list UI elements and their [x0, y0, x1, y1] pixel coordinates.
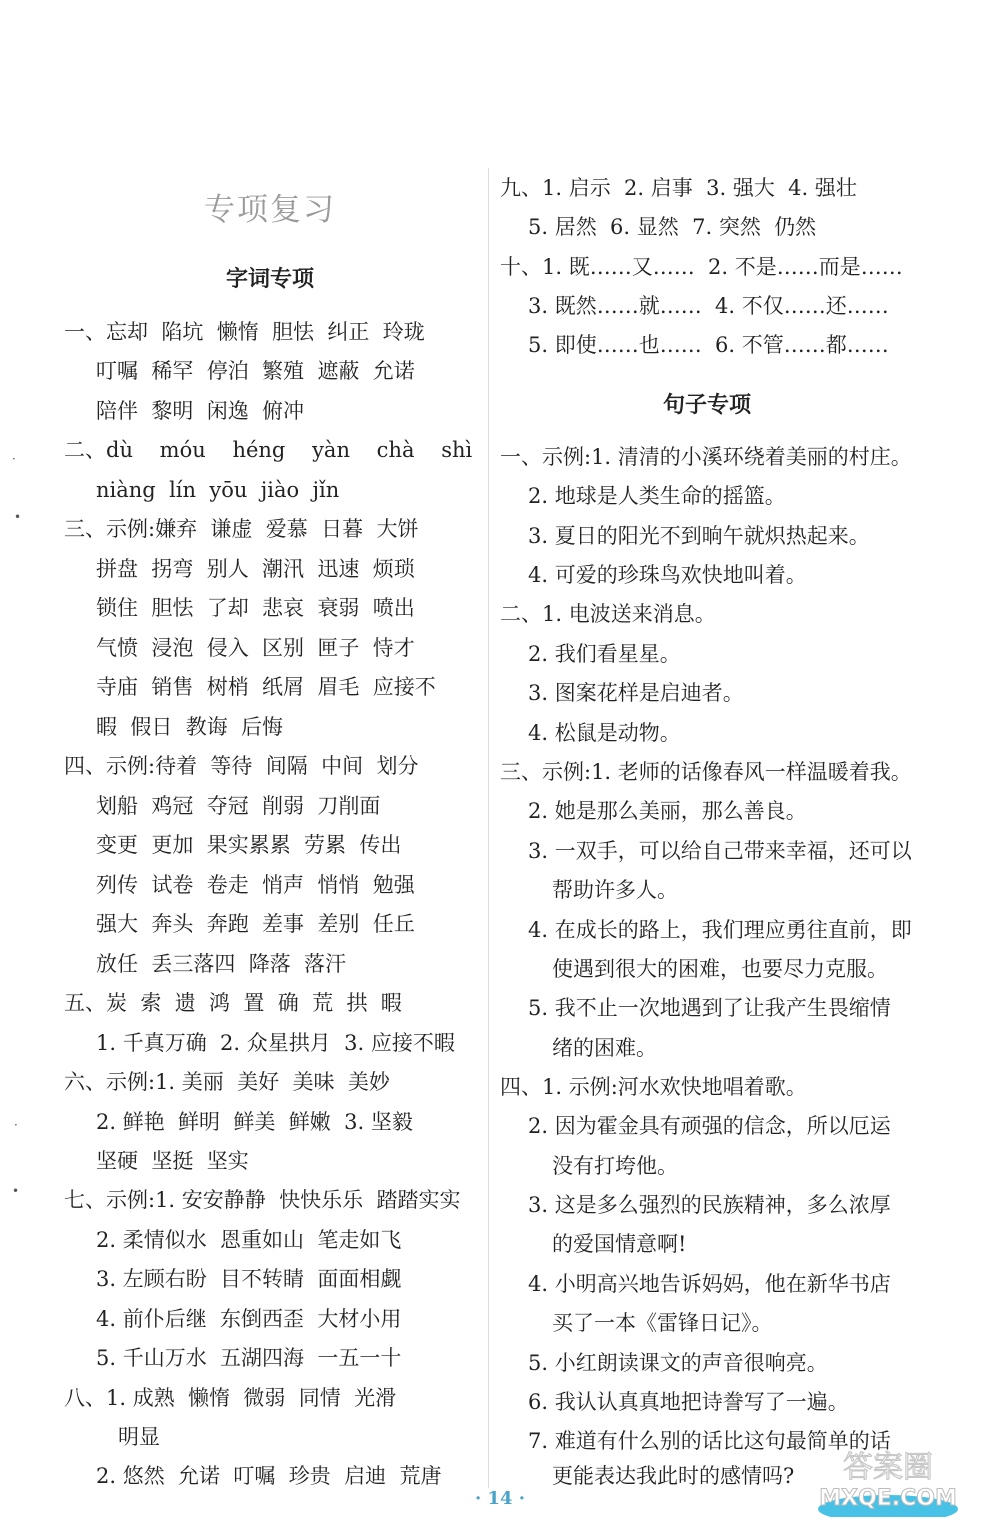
answer-line: 列传 试卷 卷走 悄声 悄悄 勉强 [96, 873, 415, 897]
answer-line: 2. 柔情似水 恩重如山 笔走如飞 [96, 1228, 402, 1252]
answer-line: 叮嘱 稀罕 停泊 繁殖 遮蔽 允诺 [96, 359, 415, 383]
answer-line: 锁住 胆怯 了却 悲哀 衰弱 喷出 [96, 596, 415, 620]
answer-line: 4. 松鼠是动物。 [528, 721, 681, 745]
answer-line: 2. 悠然 允诺 叮嘱 珍贵 启迪 荒唐 [96, 1464, 442, 1488]
answer-line: 3. 既然……就…… 4. 不仅……还…… [528, 294, 889, 318]
section-title: 专项复习 [204, 192, 336, 228]
answer-line: 5. 即使……也…… 6. 不管……都…… [528, 333, 889, 357]
column-divider [488, 168, 489, 1488]
answer-line: 2. 因为霍金具有顽强的信念，所以厄运 [528, 1114, 891, 1138]
answer-line: 强大 奔头 奔跑 差事 差别 任丘 [96, 912, 415, 936]
answer-line: 没有打垮他。 [552, 1154, 678, 1178]
watermark-text-top: 答案圈 [843, 1450, 933, 1485]
answer-line: 九、1. 启示 2. 启事 3. 强大 4. 强壮 [500, 176, 857, 200]
answer-line: 一、示例:1. 清清的小溪环绕着美丽的村庄。 [500, 445, 912, 469]
scan-speck: • [12, 1184, 20, 1198]
answer-line: 6. 我认认真真地把诗誊写了一遍。 [528, 1390, 849, 1414]
answer-line: niàng lín yōu jiào jǐn [96, 478, 340, 502]
answer-line: 3. 左顾右盼 目不转睛 面面相觑 [96, 1267, 402, 1291]
answer-line: 一、忘却 陷坑 懒惰 胆怯 纠正 玲珑 [64, 320, 425, 344]
page-number: · 14 · [474, 1488, 526, 1509]
answer-line: 三、示例:1. 老师的话像春风一样温暖着我。 [500, 760, 912, 784]
answer-line: 2. 我们看星星。 [528, 642, 681, 666]
answer-line: 3. 图案花样是启迪者。 [528, 681, 744, 705]
subsection-title-sentences: 句子专项 [662, 392, 751, 418]
answer-line: 四、示例:待着 等待 间隔 中间 划分 [64, 754, 419, 778]
watermark-logo [788, 1447, 988, 1517]
answer-line: 七、示例:1. 安安静静 快快乐乐 踏踏实实 [64, 1188, 461, 1212]
scan-speck: · [14, 1118, 18, 1132]
answer-line: 2. 鲜艳 鲜明 鲜美 鲜嫩 3. 坚毅 [96, 1110, 413, 1134]
answer-line: 坚硬 坚挺 坚实 [96, 1149, 249, 1173]
answer-line: 划船 鸡冠 夺冠 削弱 刀削面 [96, 794, 381, 818]
answer-line: 帮助许多人。 [552, 878, 678, 902]
answer-line: 买了一本《雷锋日记》。 [552, 1311, 773, 1335]
answer-line: 5. 我不止一次地遇到了让我产生畏缩情 [528, 996, 891, 1020]
answer-line: 5. 居然 6. 显然 7. 突然 仍然 [528, 215, 817, 239]
answer-line: 的爱国情意啊! [552, 1232, 687, 1256]
answer-line: 3. 一双手，可以给自己带来幸福，还可以 [528, 839, 912, 863]
answer-line: 4. 前仆后继 东倒西歪 大材小用 [96, 1307, 402, 1331]
answer-line: 八、1. 成熟 懒惰 微弱 同情 光滑 [64, 1386, 397, 1410]
answer-line: 1. 千真万确 2. 众星拱月 3. 应接不暇 [96, 1031, 455, 1055]
answer-line: 六、示例:1. 美丽 美好 美味 美妙 [64, 1070, 390, 1094]
answer-line: 陪伴 黎明 闲逸 俯冲 [96, 399, 305, 423]
answer-line: 4. 可爱的珍珠鸟欢快地叫着。 [528, 563, 807, 587]
answer-line: 使遇到很大的困难，也要尽力克服。 [552, 957, 888, 981]
answer-line: 十、1. 既……又…… 2. 不是……而是…… [500, 255, 903, 279]
answer-line: 3. 这是多么强烈的民族精神，多么浓厚 [528, 1193, 891, 1217]
answer-line: 气愤 浸泡 侵入 区别 匣子 恃才 [96, 636, 415, 660]
answer-line: 放任 丢三落四 降落 落汗 [96, 952, 347, 976]
subsection-title-words: 字词专项 [225, 266, 314, 292]
answer-line: 明显 [118, 1425, 160, 1449]
answer-line: 二、dù móu héng yàn chà shì [64, 438, 473, 462]
scan-speck: • [14, 510, 22, 524]
answer-line: 拼盘 拐弯 别人 潮汛 迅速 烦琐 [96, 557, 415, 581]
answer-line: 7. 难道有什么别的话比这句最简单的话 [528, 1429, 891, 1453]
answer-line: 5. 千山万水 五湖四海 一五一十 [96, 1346, 402, 1370]
answer-line: 2. 她是那么美丽，那么善良。 [528, 799, 807, 823]
answer-line: 绪的困难。 [552, 1036, 657, 1060]
answer-line: 五、炭 索 遗 鸿 置 确 荒 拱 暇 [64, 991, 402, 1015]
answer-line: 二、1. 电波送来消息。 [500, 602, 716, 626]
watermark-text-bottom: MXQE.COM [819, 1486, 957, 1511]
answer-line: 三、示例:嫌弃 谦虚 爱慕 日暮 大饼 [64, 517, 419, 541]
answer-line: 更能表达我此时的感情吗? [552, 1464, 795, 1488]
answer-line: 四、1. 示例:河水欢快地唱着歌。 [500, 1075, 807, 1099]
answer-line: 2. 地球是人类生命的摇篮。 [528, 484, 786, 508]
answer-line: 3. 夏日的阳光不到晌午就炽热起来。 [528, 524, 870, 548]
scan-speck: · [12, 452, 16, 466]
answer-line: 4. 小明高兴地告诉妈妈，他在新华书店 [528, 1272, 891, 1296]
answer-line: 5. 小红朗读课文的声音很响亮。 [528, 1351, 828, 1375]
answer-line: 变更 更加 果实累累 劳累 传出 [96, 833, 402, 857]
answer-line: 暇 假日 教诲 后悔 [96, 715, 284, 739]
answer-line: 寺庙 销售 树梢 纸屑 眉毛 应接不 [96, 675, 436, 699]
answer-line: 4. 在成长的路上，我们理应勇往直前，即 [528, 918, 912, 942]
